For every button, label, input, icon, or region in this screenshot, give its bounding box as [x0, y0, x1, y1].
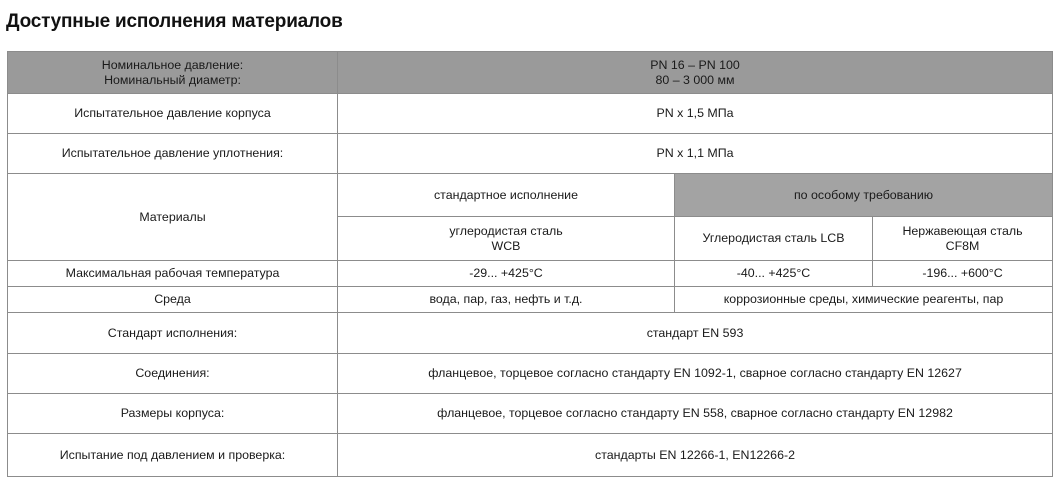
materials-spec-table — [7, 51, 1053, 477]
nominal-diameter-label: Номинальный диаметр: — [104, 72, 241, 87]
nominal-pressure-label: Номинальное давление: — [101, 57, 244, 72]
materials-label: Материалы — [8, 174, 338, 261]
page-title: Доступные исполнения материалов — [6, 11, 343, 32]
table-row — [8, 52, 1053, 94]
medium-label: Среда — [8, 287, 338, 313]
max-temp-special-2: -196... +600°C — [873, 261, 1053, 287]
special-material-1: Углеродистая сталь LCB — [675, 217, 873, 261]
max-temp-label: Максимальная рабочая температура — [8, 261, 338, 287]
table-row — [8, 174, 1053, 217]
special-material-2-name: Нержавеющая сталь — [902, 223, 1023, 238]
pressure-test-label: Испытание под давлением и проверка: — [8, 434, 338, 477]
connections-label: Соединения: — [8, 354, 338, 394]
body-dims-label: Размеры корпуса: — [8, 394, 338, 434]
max-temp-standard: -29... +425°C — [338, 261, 675, 287]
medium-special: коррозионные среды, химические реагенты, пар — [675, 287, 1053, 313]
seal-test-label: Испытательное давление уплотнения: — [8, 134, 338, 174]
table-row — [8, 354, 1053, 394]
connections-value: фланцевое, торцевое согласно стандарту EN 1092-1, сварное согласно стандарту EN 12627 — [338, 354, 1053, 394]
max-temp-special-1: -40... +425°C — [675, 261, 873, 287]
special-header: по особому требованию — [675, 174, 1053, 217]
standard-material-name: углеродистая сталь — [449, 223, 563, 238]
standard-material-grade: WCB — [491, 238, 521, 253]
seal-test-value: PN x 1,1 МПа — [338, 134, 1053, 174]
medium-standard: вода, пар, газ, нефть и т.д. — [338, 287, 675, 313]
table-row — [8, 287, 1053, 313]
table-row — [8, 134, 1053, 174]
special-material-2-grade: CF8M — [945, 238, 980, 253]
special-material-2-cell — [873, 217, 1053, 261]
table-row — [8, 94, 1053, 134]
nominal-label-cell — [8, 52, 338, 94]
nominal-value-cell — [338, 52, 1053, 94]
body-test-value: PN x 1,5 МПа — [338, 94, 1053, 134]
standard-value: стандарт EN 593 — [338, 313, 1053, 354]
table-row — [8, 261, 1053, 287]
table-row — [8, 394, 1053, 434]
nominal-diameter-value: 80 – 3 000 мм — [655, 72, 735, 87]
nominal-pressure-value: PN 16 – PN 100 — [650, 57, 740, 72]
body-test-label: Испытательное давление корпуса — [8, 94, 338, 134]
table-row — [8, 434, 1053, 477]
standard-material-cell — [338, 217, 675, 261]
standard-label: Стандарт исполнения: — [8, 313, 338, 354]
body-dims-value: фланцевое, торцевое согласно стандарту EN 558, сварное согласно стандарту EN 12982 — [338, 394, 1053, 434]
pressure-test-value: стандарты EN 12266-1, EN12266-2 — [338, 434, 1053, 477]
table-row — [8, 313, 1053, 354]
standard-header: стандартное исполнение — [338, 174, 675, 217]
